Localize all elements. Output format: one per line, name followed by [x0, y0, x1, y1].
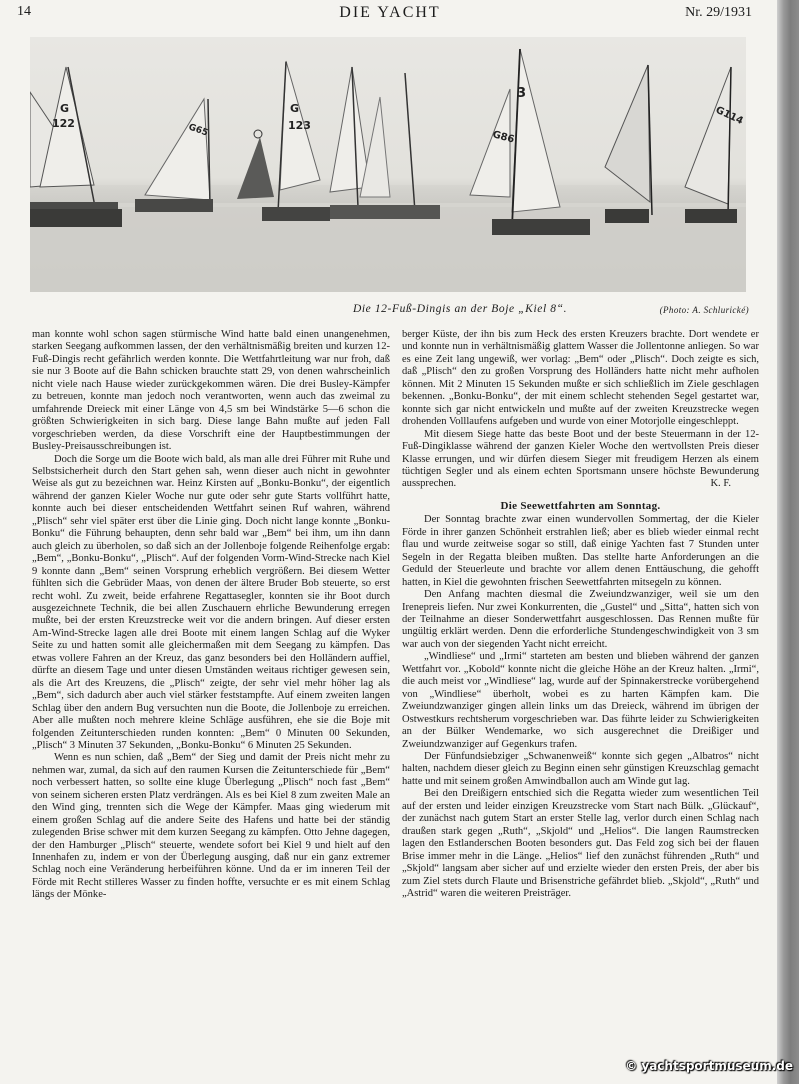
page-number: 14 [17, 4, 31, 19]
sailing-dinghies-photo [30, 37, 746, 292]
scan-binding-edge [777, 0, 799, 1084]
svg-text:G114: G114 [713, 104, 745, 128]
article-paragraph: Wenn es nun schien, daß „Bem“ der Sieg und damit der Preis nicht mehr zu nehmen war, zumal, da sich auf den raumen Kursen die Zeitunterschiede für „Bem“ noch verbessert hatten, so sollte eine kluge Überlegung „Plisch“ noch fast „Bem“ von seinem sicheren ersten Platz verdrängen. Als es bei Kiel 8 zum zweiten Male an den Wind ging, trennten sich die Wege der Kämpfer. Maas ging wiederum mit einem großen Schlag auf die andere Seite des Hafens und hatte bei der ständig zulegenden Brise schwer mit dem kurzen Seegang zu kämpfen. Otto Jehne dagegen, der den Hamburger „Plisch“ steuerte, wendete sofort bei Kiel 9 und hielt auf den Innenhafen zu, indem er von der Überlegung ausging, daß nur ein ganz extremer Schlag noch eine Veränderung herbeiführen könne. Und da er im inneren Teil der Förde mit Recht stilleres Wasser zu finden hoffte, versuchte er es mit einem Schlag längs der Mönke- [32, 752, 390, 901]
magazine-title: DIE YACHT [339, 4, 441, 21]
svg-text:G86: G86 [491, 129, 516, 146]
svg-text:G: G [60, 102, 70, 115]
svg-text:122: 122 [52, 117, 75, 130]
copyright-watermark: © yachtsportmuseum.de [625, 1059, 793, 1073]
page-header [0, 4, 780, 26]
svg-text:G65: G65 [186, 122, 210, 139]
section-heading: Die Seewettfahrten am Sonntag. [500, 499, 661, 512]
section-paragraph: Bei den Dreißigern entschied sich die Regatta wieder zum wesentlichen Teil auf der ersten und leider einzigen Kreuzstrecke vom Start nach Bülk. „Glückauf“, der zunächst nach gutem Start an erster Stelle lag, verlor durch einen Schlag nach draußen stark gegen „Ruth“, „Skjold“ und „Helios“. Die langen Raumstrecken lagen den Estlanderschen Booten besonders gut. Das Feld zog sich bei der flauen Brise immer mehr in die Länge. „Helios“ lief den zunächst führenden „Ruth“ und „Skjold“ langsam aber sicher auf und erzielte wieder den ersten Preis, der aber bis zum Ziel stets durch Flaute und Brisenstriche gefährdet blieb. „Skjold“, „Ruth“ und „Astrid“ waren die weiteren Preisträger. [402, 788, 759, 899]
section-paragraph: „Windliese“ und „Irmi“ starteten am besten und blieben während der ganzen Wettfahrt vor. „Kobold“ konnte nicht die gleiche Höhe an der Kreuz halten. „Irmi“, die auch meist vor „Windliese“ lag, wurde auf der Spinnakerstrecke vorübergehend von „Windliese“ überholt, wobei es zu harten Kämpfen kam. Die Zweiundzwanziger gingen allein links um das Dreieck, während im übrigen der Ostwestkurs rechtsherum vorgeschrieben war. Das führte leider zu Schwierigkeiten an der Bülker Wendemarke, wo sich ausgerechnet die Dreißiger und Zweiundzwanziger auf Gegenkurs trafen. [402, 651, 759, 750]
photo-caption: Die 12-Fuß-Dingis an der Boje „Kiel 8“. [352, 303, 568, 315]
svg-text:123: 123 [288, 119, 311, 132]
section-paragraph: Der Sonntag brachte zwar einen wundervollen Sommertag, der die Kieler Förde in ihrer ganzen Schönheit erstrahlen ließ; aber es blieb wieder einmal recht flau und wurde zeitweise sogar so still, daß einige Yachten fast 7 Stunden unter Segeln in der Regatta bleiben mußten. Das stellte harte Anforderungen an die Geduld der Steuerleute und brachte vor allem denen Enttäuschung, die gehofft hatten, in Kiel die gewohnten frischen Seewettfahrten mitsegeln zu können. [402, 514, 759, 588]
article-column-left [32, 329, 390, 902]
svg-text:3: 3 [517, 86, 527, 101]
issue-number: Nr. 29/1931 [685, 5, 752, 20]
photo-credit: (Photo: A. Schlurické) [659, 305, 749, 315]
author-signature: K. F. [710, 478, 731, 490]
dinghies-illustration [30, 37, 746, 292]
article-paragraph: Mit diesem Siege hatte das beste Boot und der beste Steuermann in der 12-Fuß-Dingiklasse während der ganzen Kieler Woche den wertvollsten Preis dieser Klasse errungen, und wir dürfen diesem Sieger mit freudigem Herzen als einem tüchtigen Segler und als einem echten Sportsmann unsere höchste Bewunderung aussprechen. [402, 428, 759, 490]
article-paragraph: Doch die Sorge um die Boote wich bald, als man alle drei Führer mit Ruhe und Selbstsicherheit durch den Start gehen sah, wenn dieser auch nicht in gewohnter Weise als gut zu bezeichnen war. Heinz Kirsten auf „Bonku-Bonku“, der eigentlich während der ganzen Kieler Woche nur gute oder sehr gute Starts vollführt hatte, konnte auch bei dieser entscheidenden Wettfahrt seinen Ruf wahren, während „Plisch“ sehr viel später erst über die Linie ging. Doch nicht lange konnte „Bonku-Bonku“ die Führung behaupten, denn sehr bald war „Bem“ bei ihm, um ihn dann auch gleich zu überholen, so daß sich an der Jollenboje folgende Reihenfolge ergab: „Bem“, „Bonku-Bonku“, „Plisch“. Auf der folgenden Vorm-Wind-Strecke nach Kiel 9 konnte dann „Bem“ seinen Vorsprung erheblich vergrößern. Bei diesem Wetter fühlten sich die Gebrüder Maas, von denen der ältere Bruder Bob steuerte, so erst recht wohl. Zu zweit, beide erfahrene Regattasegler, konnten sie ihr Boot durch ausgezeichnete Technik, die bei allen Zuschauern ehrliche Bewunderung erregen mußte, bei der ersten Kreuzstrecke weit vor die andern bringen. Auf dieser ersten Am-Wind-Strecke lagen alle drei Boote mit einem langen Schlag auf die Wyker Seite zu und hatten somit alle gleichermaßen mit dem Seegang zu kämpfen. Das etwas vollere Fahren an der Kreuz, das ganz besonders bei den Holländern auffiel, dürfte an diesem Tage und unter diesen Umständen weitaus richtiger gewesen sein, als die Art des Kreuzens, die „Plisch“ zeigte, der sehr viel mehr höher lag als „Bem“, sich dadurch aber auch viel stärker feststampfte. Auf einem zweiten langen Schlag über den andern Bug versuchten nun die Boote, die Jollenboje zu erreichen. Aber alle mußten noch mehrere kleine Schläge ausführen, ehe sie die Boje mit folgenden Zeitunterschieden runden konnten: „Bem“ 0 Minuten 00 Sekunden, „Plisch“ 3 Minuten 37 Sekunden, „Bonku-Bonku“ 6 Minuten 25 Sekunden. [32, 453, 390, 751]
svg-text:G: G [290, 102, 300, 115]
article-paragraph: man konnte wohl schon sagen stürmische Wind hatte bald einen unangenehmen, starken Seegang aufkommen lassen, der den verhältnismäßig breiten und kurzen 12-Fuß-Dingis recht gefährlich werden konnte. Die Wettfahrtleitung war nur froh, daß sie nur 3 Boote auf die Bahn schicken brauchte statt 29, von denen wahrscheinlich nicht viele nach Hause wieder zurückgekommen wären. Die drei Busley-Kämpfer zu betreuen, konnte man jedoch noch verantworten, wenn auch das zweimal zu umfahrende Dreieck mit einer Länge von 4,5 sm bei Windstärke 5—6 schon die größten Schwierigkeiten in sich barg. Diese lange Bahn mußte auf jeden Fall vorgeschrieben werden, da diese Vorschrift eine der Hauptbestimmungen der Busley-Preisausschreibungen ist. [32, 329, 390, 453]
article-paragraph: berger Küste, der ihn bis zum Heck des ersten Kreuzers brachte. Dort wendete er und konnte nun in verhältnismäßig glattem Wasser die Jollentonne anliegen. So war es eine Zeit lang ungewiß, wer vorlag: „Bem“ oder „Plisch“. Doch zeigte es sich, daß „Plisch“ den zu großen Vorsprung des Holländers hatte nicht mehr aufholen können. Mit 2 Minuten 15 Sekunden mußte er sich schließlich im Ziele geschlagen bekennen. „Bonku-Bonku“, der mit einem schlecht stehenden Segel gestartet war, konnte sich gar nicht entwickeln und mußte auf der zweiten Kreuzstrecke wegen drohenden Volllaufens aufgeben und wurde von einer Motorjolle eingeschleppt. [402, 329, 759, 428]
section-paragraph: Der Fünfundsiebziger „Schwanenweiß“ konnte sich gegen „Albatros“ nicht halten, nachdem dieser gleich zu Beginn einen sehr günstigen Kreuzschlag gemacht hatte und mit seinem großen Amwindballon auch am Winde gut lag. [402, 750, 759, 787]
section-paragraph: Den Anfang machten diesmal die Zweiundzwanziger, weil sie um den Irenepreis liefen. Nur zwei Konkurrenten, die „Gustel“ und „Sitta“, hatten sich von der Teilnahme an dieser Sonderwettfahrt ausgeschlossen. Das Rennen mußte für ungültig erklärt werden. Denn die erforderliche Stundengeschwindigkeit von 3 sm war auch von der siegenden Yacht nicht erreicht. [402, 589, 759, 650]
article-column-right [402, 329, 759, 900]
